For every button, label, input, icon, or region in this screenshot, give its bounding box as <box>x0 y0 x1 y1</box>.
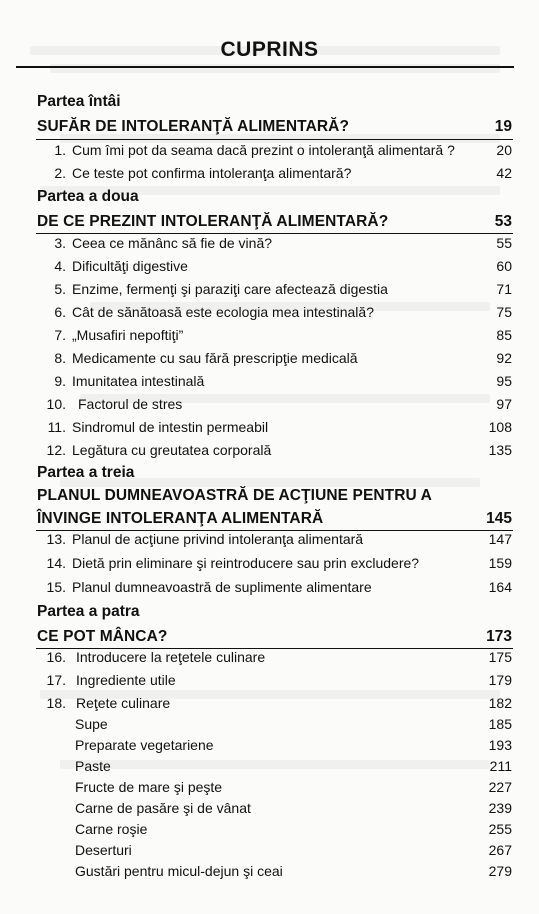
subentry-title: Carne roşie <box>75 821 148 837</box>
entry-page-number: 20 <box>496 142 512 158</box>
entry-number: 16. <box>46 649 66 665</box>
subentry-page-number: 255 <box>488 821 512 837</box>
toc-entry[interactable] <box>0 531 539 555</box>
entry-title: Imunitatea intestinală <box>72 373 205 389</box>
part-label: Partea a treia <box>37 464 135 481</box>
subentry-page-number: 193 <box>488 737 512 753</box>
entry-title: Cât de sănătoasă este ecologia mea intestinală? <box>72 304 374 320</box>
subentry-title: Deserturi <box>75 842 132 858</box>
entry-number: 6. <box>54 304 66 320</box>
entry-title: Ceea ce mănânc să fie de vină? <box>72 235 273 251</box>
entry-number: 3. <box>54 235 66 251</box>
entry-number: 14. <box>46 555 66 571</box>
entry-number: 10. <box>46 396 66 412</box>
section-underline <box>36 233 513 234</box>
toc-entry[interactable] <box>0 350 539 374</box>
toc-entry[interactable] <box>0 281 539 305</box>
section-page-number: 19 <box>494 118 512 135</box>
subentry-title: Paste <box>75 758 111 774</box>
part-label: Partea a doua <box>37 188 139 205</box>
entry-number: 8. <box>54 350 66 366</box>
entry-title: Cum îmi pot da seama dacă prezint o intoleranţă alimentară ? <box>72 142 455 158</box>
toc-entry[interactable] <box>0 304 539 328</box>
subentry-page-number: 267 <box>488 842 512 858</box>
toc-entry[interactable] <box>0 142 539 166</box>
part-label: Partea a patra <box>37 603 140 620</box>
section-title: CE POT MÂNCA? <box>37 628 168 645</box>
subentry-title: Fructe de mare şi peşte <box>75 779 223 795</box>
part-label: Partea întâi <box>37 93 121 110</box>
entry-number: 15. <box>46 579 66 595</box>
entry-title: Sindromul de intestin permeabil <box>72 419 269 435</box>
section-title: SUFĂR DE INTOLERANŢĂ ALIMENTARĂ? <box>37 118 350 135</box>
entry-title: Legătura cu greutatea corporală <box>72 442 272 458</box>
entry-page-number: 108 <box>488 419 512 435</box>
entry-number: 11. <box>47 419 66 435</box>
subentry-page-number: 279 <box>488 863 512 879</box>
entry-page-number: 92 <box>496 350 512 366</box>
part-heading <box>0 464 539 488</box>
entry-title: Reţete culinare <box>76 695 171 711</box>
section-title: PLANUL DUMNEAVOASTRĂ DE ACŢIUNE PENTRU A <box>37 487 432 504</box>
entry-title: Factorul de stres <box>78 396 183 412</box>
toc-entry[interactable] <box>0 258 539 282</box>
entry-title: Planul dumneavoastră de suplimente alimentare <box>72 579 372 595</box>
entry-page-number: 55 <box>496 235 512 251</box>
entry-title: Dietă prin eliminare şi reintroducere sau prin excludere? <box>72 555 420 571</box>
entry-number: 17. <box>46 672 66 688</box>
entry-title: Enzime, fermenţi şi paraziţi care afectează digestia <box>72 281 388 297</box>
entry-page-number: 175 <box>488 649 512 665</box>
entry-number: 12. <box>46 442 66 458</box>
section-underline <box>36 139 513 140</box>
section-page-number: 145 <box>486 510 512 527</box>
entry-number: 9. <box>54 373 66 389</box>
part-heading <box>0 93 539 117</box>
toc-subentry[interactable] <box>0 863 539 887</box>
section-title: DE CE PREZINT INTOLERANŢĂ ALIMENTARĂ? <box>37 213 389 230</box>
title-rule <box>16 66 514 68</box>
toc-entry[interactable] <box>0 373 539 397</box>
entry-page-number: 159 <box>488 555 512 571</box>
toc-entry[interactable] <box>0 396 539 420</box>
entry-page-number: 164 <box>488 579 512 595</box>
entry-page-number: 147 <box>488 531 512 547</box>
entry-page-number: 97 <box>496 396 512 412</box>
section-page-number: 53 <box>494 213 512 230</box>
part-heading <box>0 603 539 627</box>
toc-entry[interactable] <box>0 235 539 259</box>
entry-number: 1. <box>54 142 66 158</box>
subentry-title: Gustări pentru micul-dejun şi ceai <box>75 863 283 879</box>
part-heading <box>0 188 539 212</box>
entry-title: Ce teste pot confirma intoleranţa alimentară? <box>72 165 352 181</box>
entry-page-number: 179 <box>488 672 512 688</box>
toc-entry[interactable] <box>0 649 539 673</box>
entry-title: „Musafiri nepoftiţi” <box>72 327 184 343</box>
toc-entry[interactable] <box>0 672 539 696</box>
entry-title: Dificultăţi digestive <box>72 258 188 274</box>
toc-entry[interactable] <box>0 442 539 466</box>
entry-title: Ingrediente utile <box>76 672 176 688</box>
toc-entry[interactable] <box>0 327 539 351</box>
entry-number: 4. <box>54 258 66 274</box>
subentry-title: Preparate vegetariene <box>75 737 214 753</box>
section-title: ÎNVINGE INTOLERANŢA ALIMENTARĂ <box>37 510 324 527</box>
entry-page-number: 75 <box>496 304 512 320</box>
entry-page-number: 135 <box>488 442 512 458</box>
entry-number: 18. <box>46 695 66 711</box>
section-heading <box>0 487 539 511</box>
subentry-title: Carne de pasăre şi de vânat <box>75 800 251 816</box>
entry-page-number: 85 <box>496 327 512 343</box>
toc-entry[interactable] <box>0 165 539 189</box>
entry-title: Introducere la reţetele culinare <box>76 649 266 665</box>
subentry-title: Supe <box>75 716 108 732</box>
entry-number: 7. <box>54 327 66 343</box>
entry-title: Medicamente cu sau fără prescripţie medicală <box>72 350 358 366</box>
entry-page-number: 42 <box>496 165 512 181</box>
entry-number: 5. <box>54 281 66 297</box>
entry-number: 13. <box>46 531 66 547</box>
entry-page-number: 71 <box>496 281 512 297</box>
entry-page-number: 95 <box>496 373 512 389</box>
page-title: CUPRINS <box>220 38 319 61</box>
section-page-number: 173 <box>486 628 512 645</box>
entry-page-number: 60 <box>496 258 512 274</box>
subentry-page-number: 239 <box>488 800 512 816</box>
toc-entry[interactable] <box>0 419 539 443</box>
entry-page-number: 182 <box>488 695 512 711</box>
subentry-page-number: 185 <box>488 716 512 732</box>
toc-entry[interactable] <box>0 555 539 579</box>
entry-title: Planul de acţiune privind intoleranţa alimentară <box>72 531 364 547</box>
toc-entry[interactable] <box>0 579 539 603</box>
entry-number: 2. <box>54 165 66 181</box>
subentry-page-number: 227 <box>488 779 512 795</box>
subentry-page-number: 211 <box>489 758 512 774</box>
